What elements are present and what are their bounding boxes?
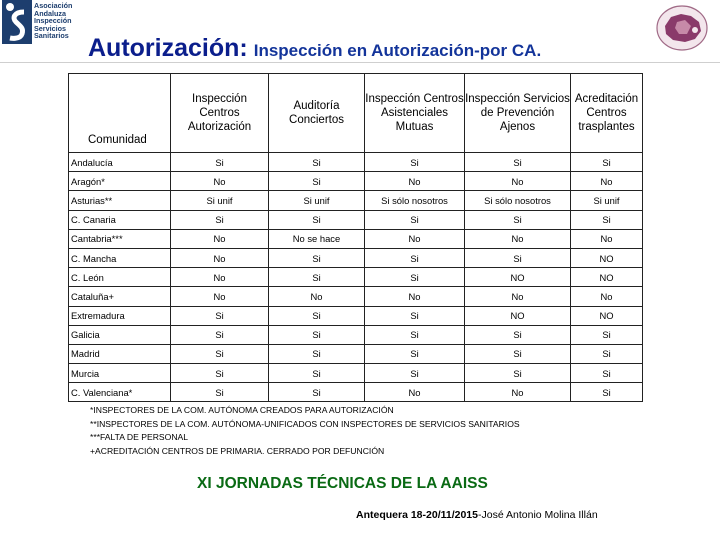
value-cell: Si unif xyxy=(571,191,643,210)
page-title xyxy=(88,34,541,63)
value-cell: Si xyxy=(269,210,365,229)
value-cell: No xyxy=(465,172,571,191)
value-cell: Si xyxy=(465,344,571,363)
value-cell: No xyxy=(171,248,269,267)
table-body xyxy=(69,153,643,402)
logo-line: Andaluza xyxy=(34,8,66,18)
region-cell: Madrid xyxy=(69,344,171,363)
event-author: -José Antonio Molina Illán xyxy=(478,509,598,521)
header-acreditacion-centros-trasplantes: Acreditación Centros trasplantes xyxy=(571,74,643,153)
region-cell: Cataluña+ xyxy=(69,287,171,306)
logo-line: Servicios xyxy=(34,23,66,33)
value-cell: Si xyxy=(171,383,269,402)
value-cell: NO xyxy=(571,306,643,325)
value-cell: Si xyxy=(269,248,365,267)
region-cell: Asturias** xyxy=(69,191,171,210)
value-cell: Si xyxy=(269,325,365,344)
value-cell: Si xyxy=(171,364,269,383)
value-cell: Si xyxy=(365,364,465,383)
value-cell: No xyxy=(465,287,571,306)
value-cell: Si xyxy=(465,153,571,172)
table-row xyxy=(69,306,643,325)
value-cell: Si xyxy=(171,153,269,172)
value-cell: Si xyxy=(365,325,465,344)
value-cell: Si sólo nosotros xyxy=(465,191,571,210)
logo-line: Asociación xyxy=(34,1,73,10)
value-cell: NO xyxy=(465,268,571,287)
value-cell: Si xyxy=(365,153,465,172)
region-cell: C. León xyxy=(69,268,171,287)
table-row xyxy=(69,248,643,267)
value-cell: No xyxy=(365,287,465,306)
region-cell: C. Mancha xyxy=(69,248,171,267)
value-cell: Si xyxy=(365,248,465,267)
value-cell: No xyxy=(171,268,269,287)
region-cell: Murcia xyxy=(69,364,171,383)
value-cell: Si sólo nosotros xyxy=(365,191,465,210)
logo-line: Inspección xyxy=(34,16,72,26)
value-cell: Si xyxy=(269,364,365,383)
value-cell: No se hace xyxy=(269,229,365,248)
value-cell: Si xyxy=(269,153,365,172)
footnotes xyxy=(90,404,520,459)
regional-map-emblem-icon xyxy=(655,4,709,52)
value-cell: Si xyxy=(465,364,571,383)
value-cell: NO xyxy=(465,306,571,325)
region-cell: Cantabria*** xyxy=(69,229,171,248)
region-cell: Galicia xyxy=(69,325,171,344)
value-cell: Si xyxy=(365,210,465,229)
footnote: ***FALTA DE PERSONAL xyxy=(90,432,189,443)
value-cell: Si xyxy=(365,306,465,325)
footnote: **INSPECTORES DE LA COM. AUTÓNOMA-UNIFICADOS CON INSPECTORES DE SERVICIOS SANITARIOS xyxy=(90,418,520,429)
table-row xyxy=(69,210,643,229)
title-subtitle: Inspección en Autorización-por CA. xyxy=(253,41,542,60)
table-header-row xyxy=(69,74,643,153)
value-cell: Si xyxy=(465,210,571,229)
value-cell: No xyxy=(171,172,269,191)
table-row xyxy=(69,153,643,172)
event-place-date: Antequera 18-20/11/2015 xyxy=(356,509,478,521)
value-cell: No xyxy=(365,229,465,248)
region-cell: Aragón* xyxy=(69,172,171,191)
value-cell: Si xyxy=(465,248,571,267)
table-row xyxy=(69,191,643,210)
value-cell: No xyxy=(571,229,643,248)
value-cell: Si xyxy=(365,344,465,363)
logo-text xyxy=(34,2,72,40)
title-divider xyxy=(0,62,720,63)
value-cell: No xyxy=(171,287,269,306)
value-cell: No xyxy=(465,229,571,248)
value-cell: No xyxy=(171,229,269,248)
value-cell: Si xyxy=(269,383,365,402)
table-row xyxy=(69,325,643,344)
value-cell: Si xyxy=(171,306,269,325)
table-row xyxy=(69,229,643,248)
value-cell: Si xyxy=(171,344,269,363)
value-cell: Si unif xyxy=(171,191,269,210)
value-cell: Si xyxy=(269,172,365,191)
header-auditoria-conciertos: Auditoría Conciertos xyxy=(269,74,365,153)
value-cell: Si xyxy=(171,325,269,344)
value-cell: Si xyxy=(465,325,571,344)
value-cell: No xyxy=(571,287,643,306)
value-cell: Si xyxy=(269,344,365,363)
value-cell: Si xyxy=(571,383,643,402)
header-inspeccion-centros-autorizacion: Inspección Centros Autorización xyxy=(171,74,269,153)
header-inspeccion-servicios-prevencion-ajenos: Inspección Servicios de Prevención Ajenos xyxy=(465,74,571,153)
footnote: +ACREDITACIÓN CENTROS DE PRIMARIA. CERRADO POR DEFUNCIÓN xyxy=(90,446,385,457)
value-cell: No xyxy=(365,172,465,191)
table-row xyxy=(69,344,643,363)
region-cell: Extremadura xyxy=(69,306,171,325)
value-cell: Si xyxy=(571,325,643,344)
table-row xyxy=(69,364,643,383)
table-row xyxy=(69,287,643,306)
value-cell: Si xyxy=(269,268,365,287)
value-cell: Si xyxy=(571,153,643,172)
value-cell: No xyxy=(269,287,365,306)
logo-line: Sanitarios xyxy=(34,31,69,41)
value-cell: No xyxy=(571,172,643,191)
aaiss-logo-icon xyxy=(2,0,32,44)
header-inspeccion-centros-asistenciales-mutuas: Inspección Centros Asistenciales Mutuas xyxy=(365,74,465,153)
region-cell: C. Valenciana* xyxy=(69,383,171,402)
event-credit xyxy=(356,509,598,521)
value-cell: Si xyxy=(571,210,643,229)
table-row xyxy=(69,268,643,287)
header-comunidad: Comunidad xyxy=(69,74,171,153)
table-row xyxy=(69,383,643,402)
value-cell: Si xyxy=(269,306,365,325)
region-cell: C. Canaria xyxy=(69,210,171,229)
event-title: XI JORNADAS TÉCNICAS DE LA AAISS xyxy=(197,475,488,492)
value-cell: No xyxy=(365,383,465,402)
authorization-table xyxy=(68,73,643,402)
value-cell: NO xyxy=(571,248,643,267)
value-cell: Si unif xyxy=(269,191,365,210)
value-cell: Si xyxy=(571,364,643,383)
footnote: *INSPECTORES DE LA COM. AUTÓNOMA CREADOS PARA AUTORIZACIÓN xyxy=(90,405,394,415)
title-main: Autorización: xyxy=(88,34,248,62)
table-row xyxy=(69,172,643,191)
region-cell: Andalucía xyxy=(69,153,171,172)
value-cell: Si xyxy=(171,210,269,229)
value-cell: No xyxy=(465,383,571,402)
aaiss-logo xyxy=(2,0,84,46)
value-cell: Si xyxy=(365,268,465,287)
value-cell: Si xyxy=(571,344,643,363)
value-cell: NO xyxy=(571,268,643,287)
